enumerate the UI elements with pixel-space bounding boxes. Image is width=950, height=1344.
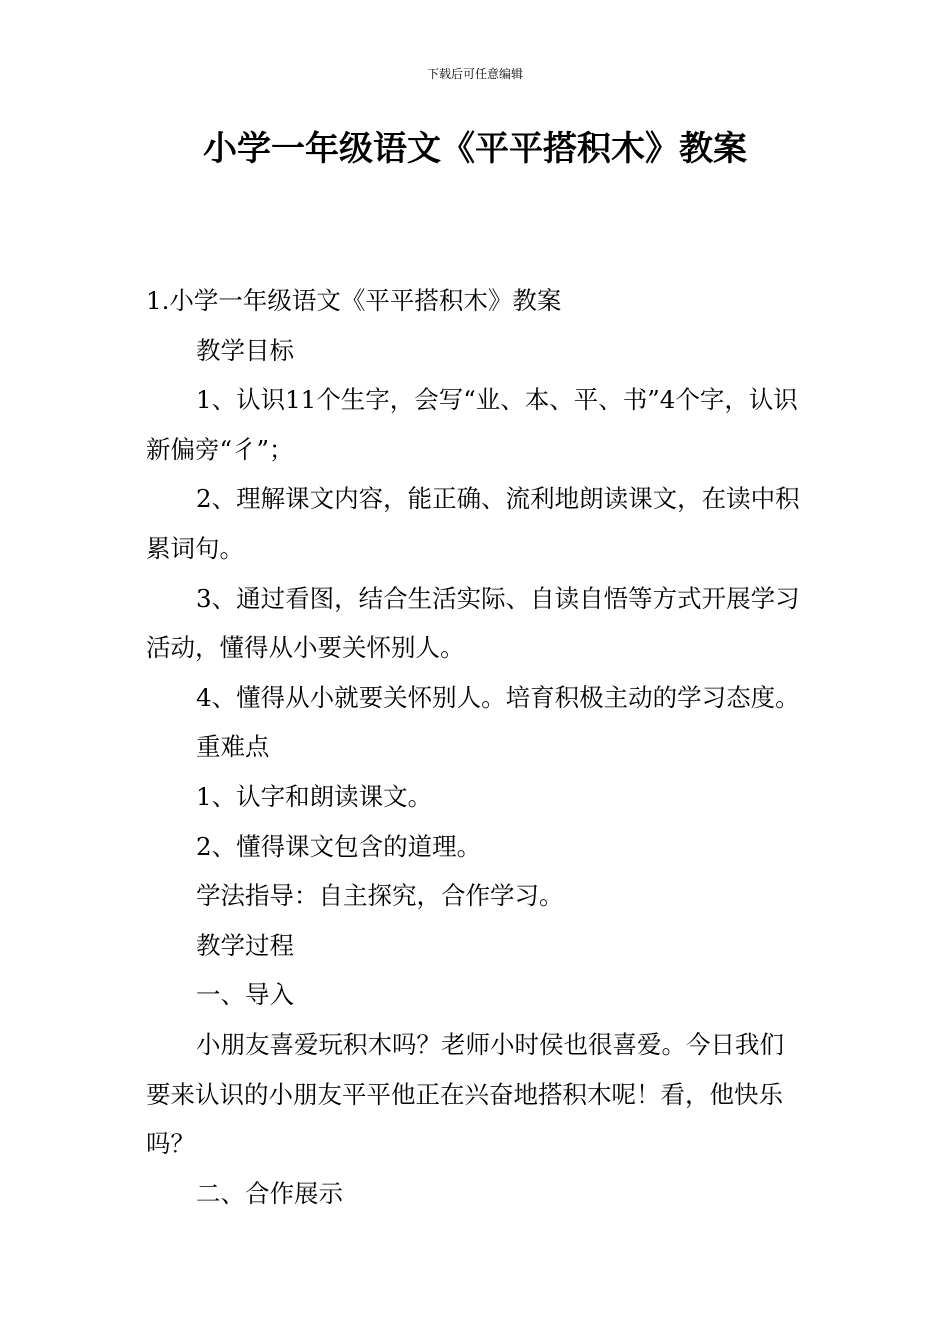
subheading-key-points: 重难点	[196, 732, 270, 762]
process-step-2-heading: 二、合作展示	[196, 1178, 343, 1208]
subheading-objectives: 教学目标	[196, 335, 294, 365]
process-step-1-text: 小朋友喜爱玩积木吗？老师小时侯也很喜爱。今日我们要来认识的小朋友平平他正在兴奋地搭积木呢！看，他快乐吗？	[146, 1029, 784, 1159]
subheading-process: 教学过程	[196, 930, 294, 960]
objective-item-3: 3、通过看图，结合生活实际、自读自悟等方式开展学习活动，懂得从小要关怀别人。	[146, 583, 800, 663]
key-point-item-2: 2、懂得课文包含的道理。	[196, 831, 482, 861]
document-title: 小学一年级语文《平平搭积木》教案	[203, 129, 747, 169]
objective-item-1: 1、认识11个生字，会写“业、本、平、书”4个字，认识新偏旁“彳”；	[146, 385, 798, 464]
process-step-1-heading: 一、导入	[196, 980, 294, 1010]
section-heading: 1.小学一年级语文《平平搭积木》教案	[146, 286, 562, 315]
header-note: 下载后可任意编辑	[426, 67, 523, 81]
objective-item-4: 4、懂得从小就要关怀别人。培育积极主动的学习态度。	[196, 682, 800, 712]
objective-item-2: 2、理解课文内容，能正确、流利地朗读课文，在读中积累词句。	[146, 484, 800, 563]
document-body	[146, 276, 808, 1218]
study-method: 学法指导：自主探究，合作学习。	[196, 881, 564, 911]
key-point-item-1: 1、认字和朗读课文。	[196, 781, 433, 811]
